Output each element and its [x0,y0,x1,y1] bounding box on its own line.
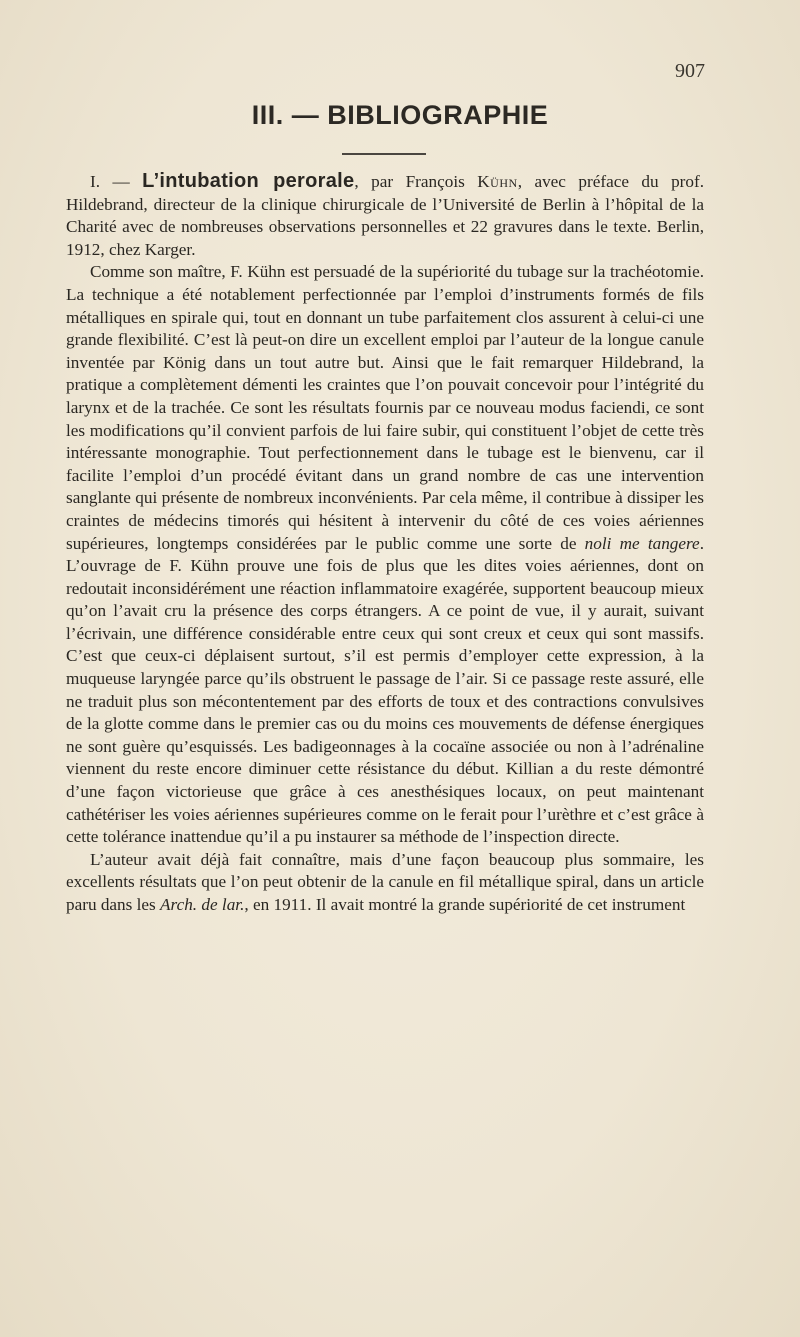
paragraph1-italic: noli me tangere [584,533,700,553]
entry-number: I. — [90,172,143,191]
review-paragraph-2 [66,849,704,917]
page-number: 907 [675,60,705,82]
review-body [66,170,704,917]
paragraph2-part2: , en 1911. Il avait montré la grande supériorité de cet instrument [244,895,686,914]
title-rule [342,153,426,155]
paragraph2-part1: L’auteur avait déjà fait connaître, mais d’une façon beaucoup plus sommaire, les excellents résultats que l’on peut obtenir de la canule en fil métallique spiral, dans un article paru dans les [66,849,704,914]
bibliographic-entry [66,170,704,261]
review-paragraph-1 [66,261,704,848]
author-name: Kühn [477,172,518,191]
entry-intro-a: , par François [354,172,478,191]
book-title: L’intubation perorale [142,170,355,192]
section-title: III. — BIBLIOGRAPHIE [251,100,549,130]
entry-intro-b: , avec préface du prof. Hildebrand, directeur de la clinique chirurgicale de l’Université de Berlin à l’hôpital de la Charité avec de nombreuses observations personnelles et 22 gravures dans le texte. Berlin, 1912, chez Karger. [66,172,705,259]
paragraph2-italic: Arch. de lar. [160,895,245,914]
paragraph1-part1: Comme son maître, F. Kühn est persuadé de la supériorité du tubage sur la trachéotomie. La technique a été notablement perfectionnée par l’emploi d’instruments formés de fils métalliques en spirale qui, tout en donnant un tube parfaitement clos assurent à celui-ci une grande flexibilité. C’est là peut-on dire un excellent emploi par l’auteur de la longue canule inventée par König dans un tout autre but. Ainsi que le fait remarquer Hildebrand, la pratique a complètement démenti les craintes que l’on pouvait concevoir pour l’intégrité du larynx et de la trachée. Ce sont les résultats fournis par ce nouveau modus faciendi, ce sont les modifications qu’il convient parfois de lui faire subir, qui constituent l’objet de cette très intéressante monographie. Tout perfectionnement dans le tubage est le bienvenu, car il facilite l’emploi d’un procédé évitant dans un grand nombre de cas une intervention sanglante qui présente de nombreux inconvénients. Par cela même, il contribue à dissiper les craintes de médecins timorés qui hésitent à intervenir du côté de ces voies aériennes supérieures, longtemps considérées par le public comme une sorte de [66,262,704,553]
paragraph1-part2: . L’ouvrage de F. Kühn prouve une fois de plus que les dites voies aériennes, dont on redoutait inconsidérément une réaction inflammatoire exagérée, supportent beaucoup mieux qu’on l’avait cru la présence des corps étrangers. A ce point de vue, il y aurait, suivant l’écrivain, une différence considérable entre ceux qui sont creux et ceux qui sont massifs. C’est que ceux-ci déplaisent surtout, s’il est permis d’employer cette expression, à la muqueuse laryngée parce qu’ils obstruent le passage de l’air. Si ce passage reste assuré, elle ne traduit plus son mécontentement par des efforts de toux et des contractions convulsives de la glotte comme dans le premier cas ou du moins ces mouvements de défense énergiques ne sont guère qu’esquissés. Les badigeonnages à la cocaïne associée ou non à l’adrénaline viennent du reste encore diminuer cette résistance du début. Killian a du reste démontré d’une façon victorieuse que grâce à ces anesthésiques locaux, on peut maintenant cathétériser les voies aériennes supérieures comme on le ferait pour l’urèthre et c’est grâce à cette tolérance inattendue qu’il a pu instaurer sa méthode de l’inspection directe. [66,533,704,847]
